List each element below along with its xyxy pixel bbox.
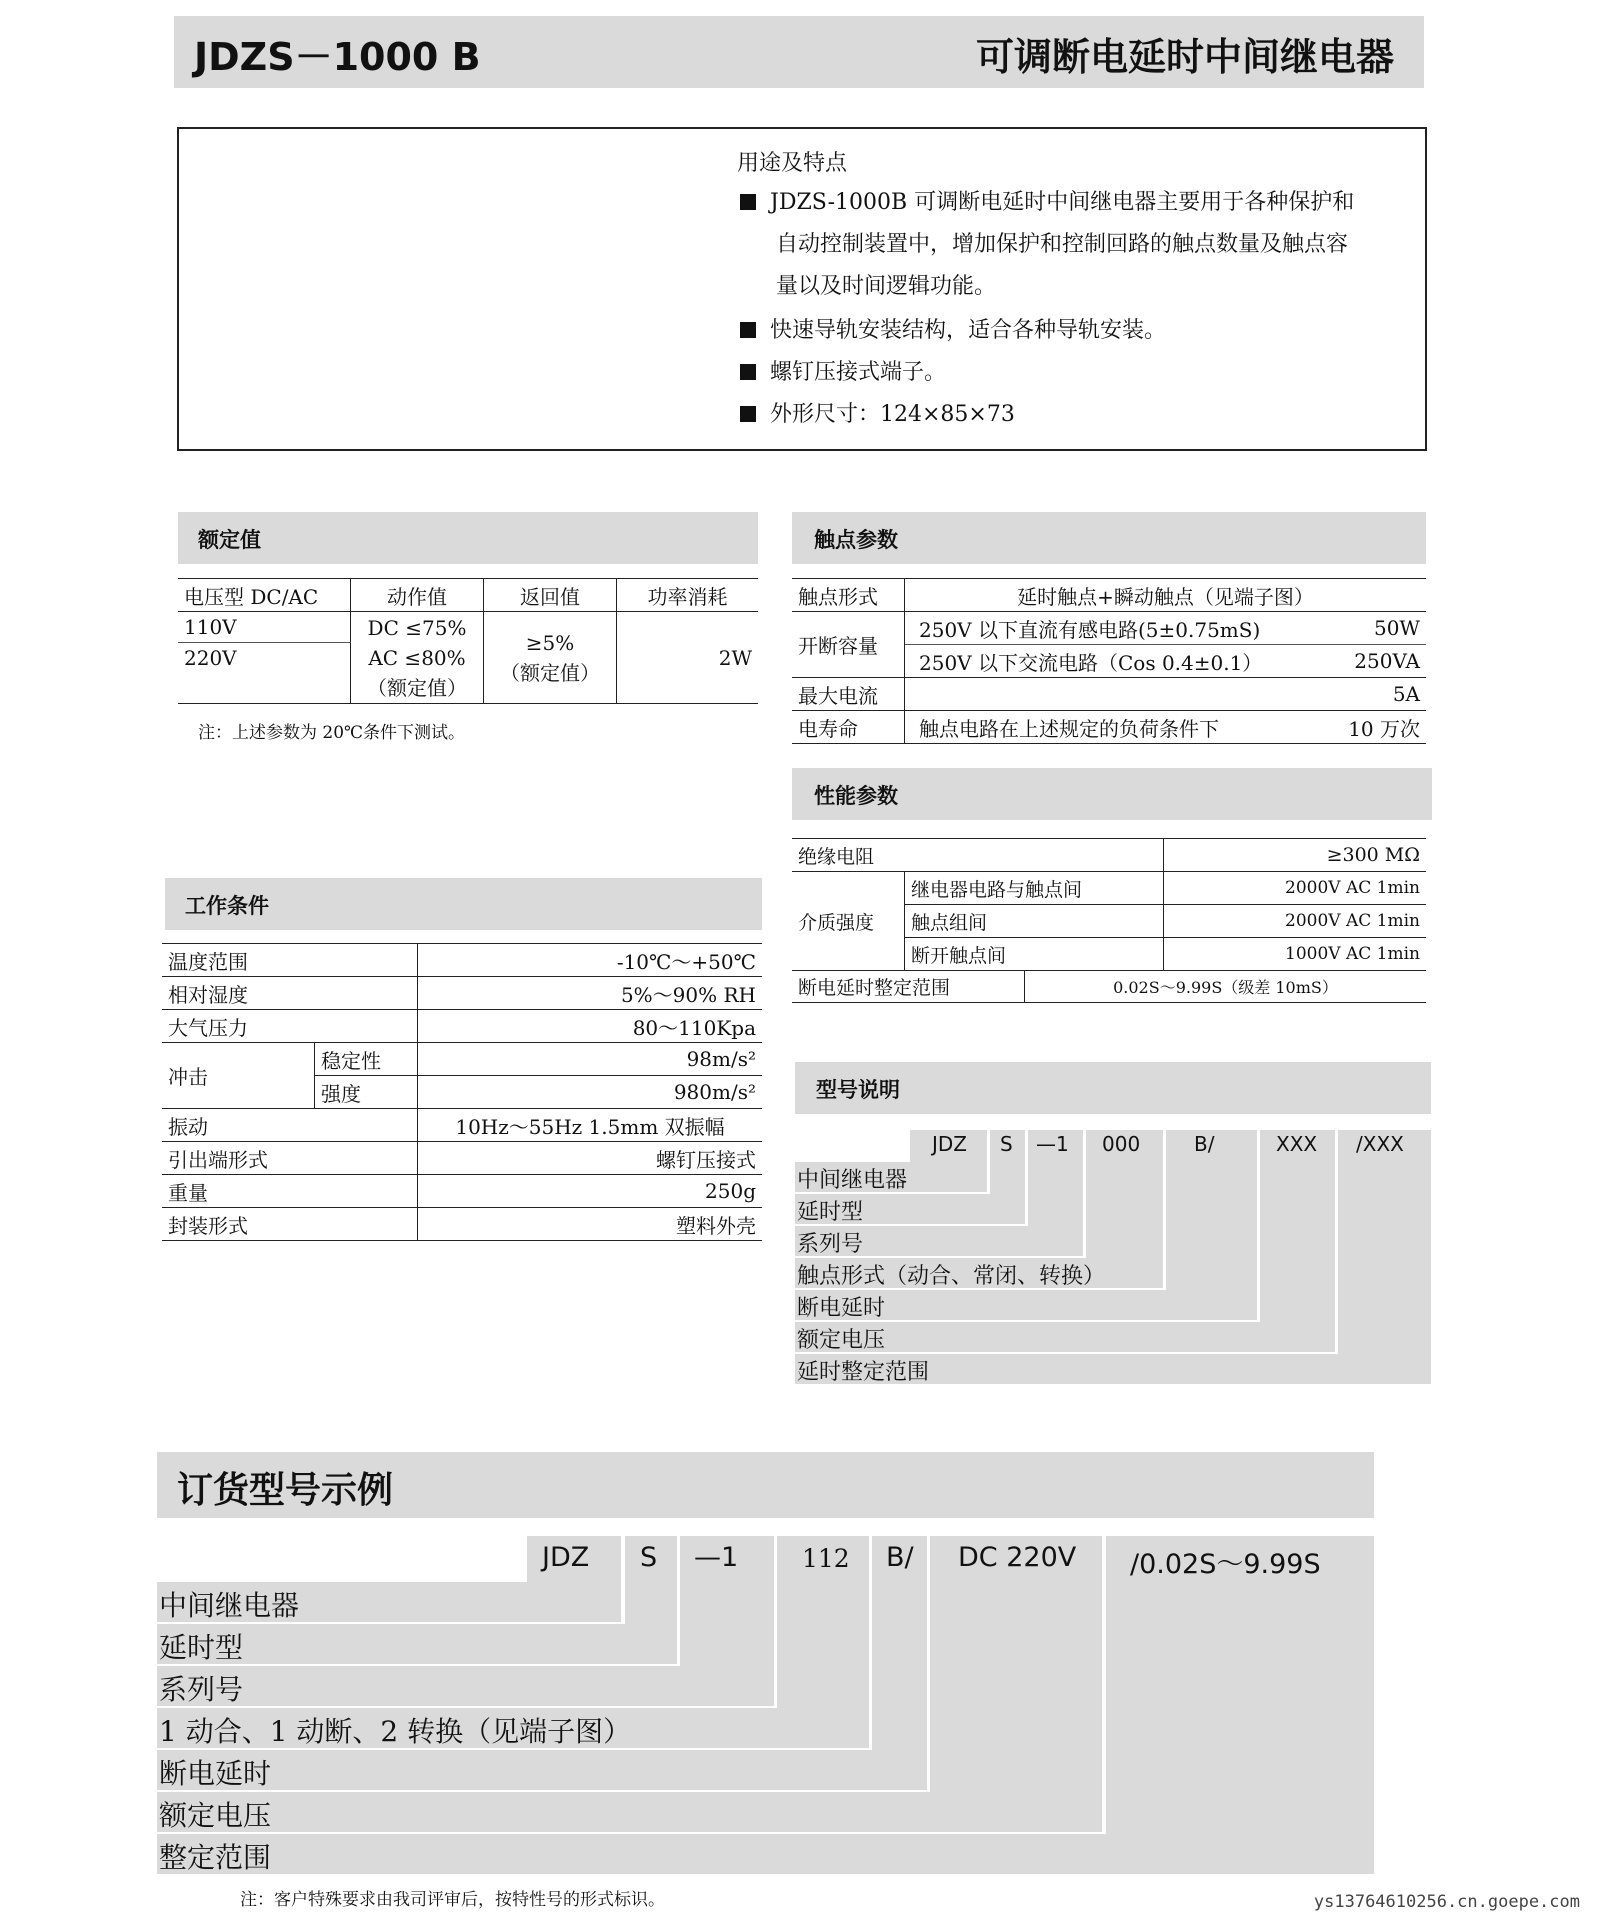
performance-table [792, 838, 1426, 971]
rated-voltage-110: 110V [178, 612, 351, 643]
contact-table [792, 578, 1426, 744]
rated-col-power: 功率消耗 [617, 579, 759, 612]
performance-d2-value: 2000V AC 1min [1164, 905, 1427, 938]
model-code-6: XXX [1276, 1132, 1318, 1156]
model-heading: 型号说明 [816, 1078, 900, 1102]
model-label-5: 断电延时 [797, 1296, 886, 1321]
performance-ins-value: ≥300 MΩ [1164, 839, 1427, 872]
rated-voltage-220: 220V [184, 646, 237, 670]
performance-delay-label: 断电延时整定范围 [798, 976, 951, 999]
working-s2-label: 强度 [315, 1076, 418, 1109]
model-label-4: 触点形式（动合、常闭、转换） [797, 1264, 1106, 1289]
order-bar-6 [157, 1792, 1102, 1832]
model-code: JDZS－1000 B [194, 35, 481, 79]
order-heading: 订货型号示例 [177, 1470, 394, 1511]
contact-life-value: 10 万次 [1348, 716, 1420, 741]
rated-operate-note: （额定值） [367, 675, 467, 700]
performance-d3-label: 断开触点间 [905, 938, 1164, 971]
order-label-1: 中间继电器 [159, 1589, 300, 1622]
order-code-2: S [640, 1542, 658, 1573]
working-hum-label: 相对湿度 [168, 982, 248, 1007]
working-vib-value: 10Hz～55Hz 1.5mm 双振幅 [418, 1109, 763, 1142]
order-label-3: 系列号 [159, 1673, 244, 1706]
order-label-5: 断电延时 [159, 1757, 272, 1790]
working-s2-value: 980m/s² [418, 1076, 763, 1109]
rated-operate-dc: DC ≤75% [367, 615, 467, 640]
working-table [162, 943, 762, 1241]
contact-dc-desc: 250V 以下直流有感电路(5±0.75mS) [905, 612, 1329, 645]
order-code-4: 112 [802, 1544, 850, 1573]
order-code-7: /0.02S～9.99S [1130, 1549, 1321, 1580]
contact-break-label: 开断容量 [792, 612, 905, 678]
working-vib-label: 振动 [168, 1114, 208, 1139]
rated-heading: 额定值 [198, 528, 261, 552]
contact-maxcur-value: 5A [905, 678, 1427, 711]
order-code-1: JDZ [542, 1542, 590, 1573]
rated-return-value: ≥5% [525, 630, 575, 655]
feature-item-3: 螺钉压接式端子。 [740, 352, 946, 394]
working-s1-label: 稳定性 [315, 1043, 418, 1076]
rated-power-value: 2W [617, 612, 759, 704]
performance-delay-table [792, 970, 1426, 1003]
feature-item-2: 快速导轨安装结构，适合各种导轨安装。 [740, 310, 1166, 352]
features-heading: 用途及特点 [737, 151, 848, 176]
order-label-7: 整定范围 [159, 1841, 272, 1874]
performance-diel-label: 介质强度 [798, 911, 875, 934]
performance-d1-label: 继电器电路与触点间 [905, 872, 1164, 905]
order-code-5: B/ [886, 1542, 914, 1573]
feature-item-1: JDZS-1000B 可调断电延时中间继电器主要用于各种保护和 自动控制装置中，增加保护和控制回路的触点数量及触点容 量以及时间逻辑功能。 [740, 182, 1354, 308]
contact-life-label: 电寿命 [798, 716, 858, 741]
bullet-square-icon [740, 194, 756, 210]
order-bar-7 [157, 1834, 1374, 1874]
performance-d1-value: 2000V AC 1min [1164, 872, 1427, 905]
contact-maxcur-label: 最大电流 [798, 683, 878, 708]
contact-form-label: 触点形式 [798, 584, 878, 609]
footer-site: ys13764610256.cn.goepe.com [1313, 1892, 1580, 1912]
working-pkg-label: 封装形式 [168, 1213, 248, 1238]
model-label-7: 延时整定范围 [797, 1360, 930, 1385]
contact-dc-value: 50W [1373, 616, 1420, 640]
order-note: 注：客户特殊要求由我司评审后，按特性号的形式标识。 [240, 1890, 665, 1910]
model-stem-6 [1260, 1130, 1335, 1324]
working-pres-label: 大气压力 [168, 1015, 248, 1040]
bullet-square-icon [740, 322, 756, 338]
order-label-4: 1 动合、1 动断、2 转换（见端子图） [159, 1715, 632, 1748]
model-code-5: B/ [1194, 1132, 1215, 1156]
order-bar-5 [157, 1750, 927, 1790]
working-temp-label: 温度范围 [168, 949, 248, 974]
working-hum-value: 5%～90% RH [418, 977, 763, 1010]
rated-heading-bar [178, 512, 758, 564]
model-code-2: S [1000, 1132, 1013, 1156]
rated-col-voltage: 电压型 DC/AC [184, 584, 319, 609]
working-term-label: 引出端形式 [168, 1147, 268, 1172]
page-title: 可调断电延时中间继电器 [975, 35, 1394, 79]
contact-heading: 触点参数 [814, 528, 898, 552]
rated-return-note: （额定值） [500, 660, 600, 685]
model-code-3: —1 [1036, 1132, 1069, 1156]
working-heading: 工作条件 [185, 894, 269, 918]
order-stem-7 [1106, 1536, 1374, 1836]
rated-col-return: 返回值 [484, 579, 617, 612]
model-code-7: /XXX [1356, 1132, 1404, 1156]
contact-ac-desc: 250V 以下交流电路（Cos 0.4±0.1） [905, 645, 1329, 678]
model-code-1: JDZ [932, 1132, 967, 1156]
order-code-3: —1 [694, 1542, 739, 1573]
order-stem-6 [930, 1536, 1102, 1794]
model-stem-7 [1338, 1130, 1431, 1356]
model-label-6: 额定电压 [797, 1328, 886, 1353]
rated-col-operate: 动作值 [351, 579, 484, 612]
model-label-2: 延时型 [797, 1200, 864, 1225]
contact-form-value: 延时触点+瞬动触点（见端子图） [905, 579, 1427, 612]
order-label-6: 额定电压 [159, 1799, 272, 1832]
feature-item-4: 外形尺寸：124×85×73 [740, 394, 1015, 436]
bullet-square-icon [740, 406, 756, 422]
working-temp-value: -10℃～+50℃ [418, 944, 763, 977]
order-code-6: DC 220V [958, 1542, 1077, 1573]
rated-note: 注：上述参数为 20℃条件下测试。 [198, 723, 466, 743]
bullet-square-icon [740, 364, 756, 380]
working-wt-label: 重量 [168, 1180, 208, 1205]
performance-ins-label: 绝缘电阻 [798, 845, 875, 868]
order-label-2: 延时型 [159, 1631, 244, 1664]
rated-table [178, 578, 758, 704]
working-s1-value: 98m/s² [418, 1043, 763, 1076]
working-shock-label: 冲击 [168, 1065, 208, 1089]
model-code-4: 000 [1102, 1132, 1141, 1156]
working-wt-value: 250g [418, 1175, 763, 1208]
working-pres-value: 80～110Kpa [418, 1010, 763, 1043]
performance-heading: 性能参数 [814, 784, 898, 808]
order-bar-3 [157, 1666, 774, 1706]
contact-ac-value: 250VA [1354, 649, 1420, 673]
performance-delay-value: 0.02S～9.99S（级差 10mS） [1025, 970, 1427, 1003]
working-pkg-value: 塑料外壳 [418, 1208, 763, 1241]
working-term-value: 螺钉压接式 [418, 1142, 763, 1175]
performance-d2-label: 触点组间 [905, 905, 1164, 938]
model-label-3: 系列号 [797, 1232, 864, 1257]
contact-life-desc: 触点电路在上述规定的负荷条件下 [905, 711, 1329, 744]
rated-operate-ac: AC ≤80% [368, 645, 466, 670]
performance-d3-value: 1000V AC 1min [1164, 938, 1427, 971]
model-label-1: 中间继电器 [797, 1168, 908, 1193]
